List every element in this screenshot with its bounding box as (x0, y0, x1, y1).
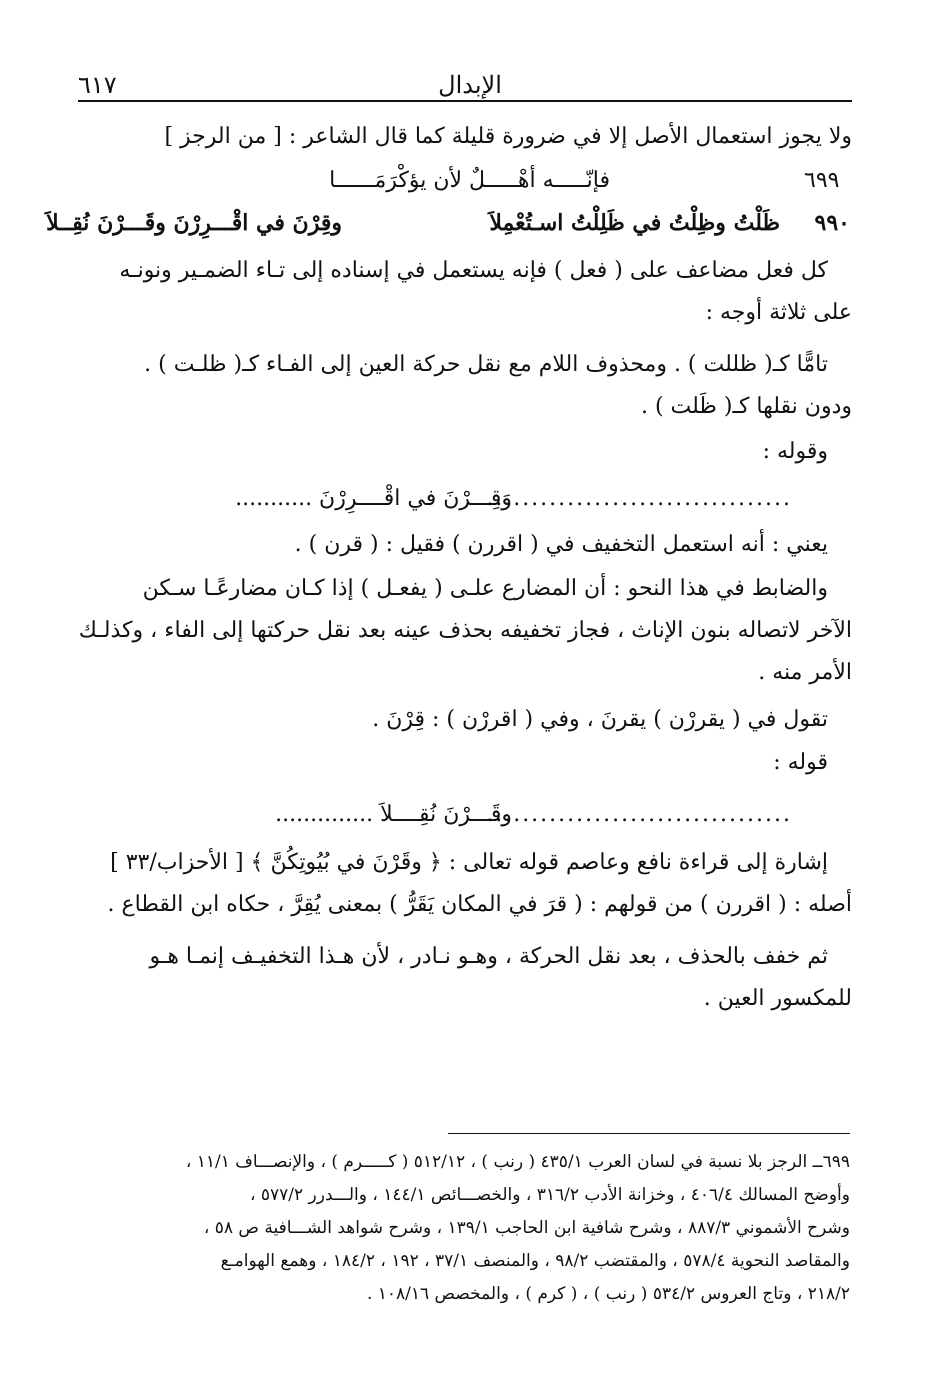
footnote-rule (448, 1133, 850, 1134)
paragraph-7: أصله : ( اقررن ) من قولهم : ( قرَ في المكان يَقَرُّ ) بمعنى يُقِرَّ ، حكاه ابن القطاع . (107, 892, 852, 917)
qawluhu-label: وقوله : (762, 439, 828, 464)
paragraph-6: إشارة إلى قراءة نافع وعاصم قوله تعالى : ﴿ وقَرْنَ في بُيُوتِكُنَّ ﴾ [ الأحزاب/٣٣ ] (110, 850, 828, 875)
paragraph-4-line-2: الآخر لاتصاله بنون الإناث ، فجاز تخفيفه بحذف عينه بعد نقل حركتها إلى الفاء ، وكذلـك (78, 618, 852, 643)
qawluhu-label-2: قوله : (773, 750, 828, 775)
footnote-line-5: ٢١٨/٢ ، وتاج العروس ٥٣٤/٢ ( رنب ) ، ( كرم ) ، والمخصص ١٠٨/١٦ . (366, 1284, 850, 1304)
paragraph-2-line-2: ودون نقلها كـ( ظَلت ) . (640, 394, 852, 419)
paragraph-4-line-1: والضابط في هذا النحو : أن المضارع علـى ( يفعـل ) إذا كـان مضارعًـا سـكن (142, 576, 828, 601)
intro-line: ولا يجوز استعمال الأصل إلا في ضرورة قليلة كما قال الشاعر : [ من الرجز ] (164, 124, 852, 149)
excerpt-1-dots: .................................. (486, 486, 792, 511)
footnote-line-2: وأوضح المسالك ٤٠٦/٤ ، وخزانة الأدب ٣١٦/٢ ، والخصـــائص ١٤٤/١ ، والـــدرر ٥٧٧/٢ ، (250, 1185, 850, 1205)
paragraph-3: يعني : أنه استعمل التخفيف في ( اقررن ) فقيل : ( قرن ) . (294, 532, 828, 557)
paragraph-8-line-2: للمكسور العين . (703, 986, 852, 1011)
paragraph-2-line-1: تامًّا كـ( ظللت ) . ومحذوف اللام مع نقل حركة العين إلى الفـاء كـ( ظلـت ) . (144, 352, 828, 377)
paragraph-1-line-2: على ثلاثة أوجه : (705, 300, 852, 325)
verse-first-hemistich: ظَلْتُ وظِلْتُ في ظَلِلْتُ اسـتُعْمِلاَ (489, 210, 780, 236)
excerpt-2-text: وقَـــرْنَ نُقِــــلاَ .............. (275, 802, 512, 827)
page-number: ٦١٧ (78, 71, 117, 99)
verse-second-hemistich: وقِرْنَ في اقْـــرِرْنَ وقَـــرْنَ نُقِــلاَ (46, 210, 342, 236)
quoted-verse: فإنّـــــه أهْـــــلٌ لأن يؤكْرَمَــــــا (329, 168, 610, 193)
footnote-line-3: وشرح الأشموني ٨٨٧/٣ ، وشرح شافية ابن الحاجب ١٣٩/١ ، وشرح شواهد الشـــافية ص ٥٨ ، (203, 1218, 850, 1238)
excerpt-2-dots: .................................. (486, 802, 792, 827)
footnote-line-4: والمقاصد النحوية ٥٧٨/٤ ، والمقتضب ٩٨/٢ ، والمنصف ٣٧/١ ، ١٩٢ ، ١٨٤/٢ ، وهمع الهوامـع (220, 1251, 850, 1271)
paragraph-8-line-1: ثم خفف بالحذف ، بعد نقل الحركة ، وهـو نـادر ، لأن هـذا التخفيـف إنمـا هـو (149, 944, 828, 969)
excerpt-1-text: وَقِـــرْنَ في اقْــــرِرْنَ ........... (235, 486, 512, 511)
header-rule (78, 100, 852, 102)
footnote-line-1: ٦٩٩ــ الرجز بلا نسبة في لسان العرب ٤٣٥/١ ( رنب ) ، ٥١٢/١٢ ( كـــــرم ) ، والإنصـــاف ١١/١ ، (185, 1152, 850, 1172)
verse-number: ٩٩٠ (814, 210, 850, 236)
paragraph-1-line-1: كل فعل مضاعف على ( فعل ) فإنه يستعمل في إسناده إلى تـاء الضمـير ونونـه (119, 258, 828, 283)
paragraph-5: تقول في ( يقررْن ) يقرنَ ، وفي ( اقررْن ) : قِرْنَ . (372, 707, 828, 732)
quote-number: ٦٩٩ (804, 168, 840, 193)
paragraph-4-line-3: الأمر منه . (758, 660, 852, 685)
running-header-title: الإبدال (438, 71, 502, 99)
